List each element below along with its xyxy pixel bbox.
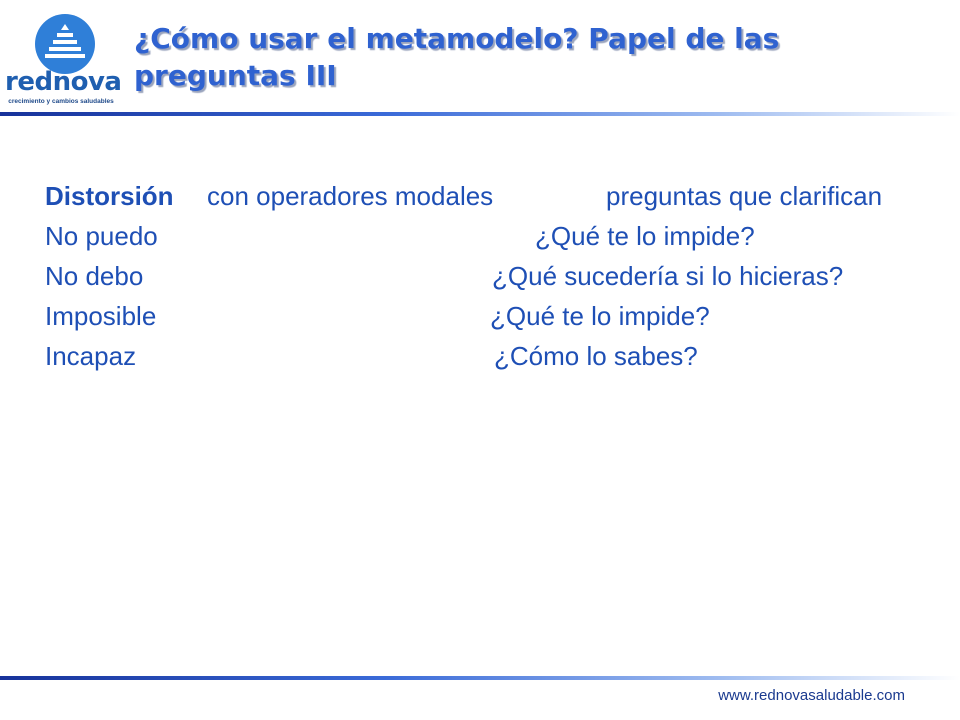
table-row xyxy=(45,216,945,256)
pyramid-icon xyxy=(35,14,95,74)
clarifying-question: ¿Cómo lo sabes? xyxy=(494,341,698,371)
clarifying-question: ¿Qué te lo impide? xyxy=(535,221,755,251)
clarifying-question: ¿Qué sucedería si lo hicieras? xyxy=(492,261,844,291)
clarifying-question: ¿Qué te lo impide? xyxy=(490,301,710,331)
modal-expression: Imposible xyxy=(45,301,157,331)
rednova-logo xyxy=(5,10,122,106)
logo-circle xyxy=(35,14,95,74)
table-row xyxy=(45,296,945,336)
header-operators-label: con operadores modales xyxy=(207,181,494,211)
table-row xyxy=(45,336,945,376)
modal-expression: No debo xyxy=(45,261,144,291)
footer-url[interactable]: www.rednovasaludable.com xyxy=(718,687,905,704)
modal-expression: Incapaz xyxy=(45,341,137,371)
modal-operators-table xyxy=(45,176,945,376)
top-divider xyxy=(0,112,960,116)
header-distortion-label: Distorsión xyxy=(45,181,174,211)
table-row xyxy=(45,256,945,296)
logo-wordmark: rednova xyxy=(5,67,122,97)
modal-expression: No puedo xyxy=(45,221,158,251)
bottom-divider xyxy=(0,676,960,680)
logo-tagline: crecimiento y cambios saludables xyxy=(8,98,114,105)
header-questions-label: preguntas que clarifican xyxy=(606,181,883,211)
table-header-row xyxy=(45,176,945,216)
slide-title: ¿Cómo usar el metamodelo? Papel de las preguntas III xyxy=(134,22,780,92)
